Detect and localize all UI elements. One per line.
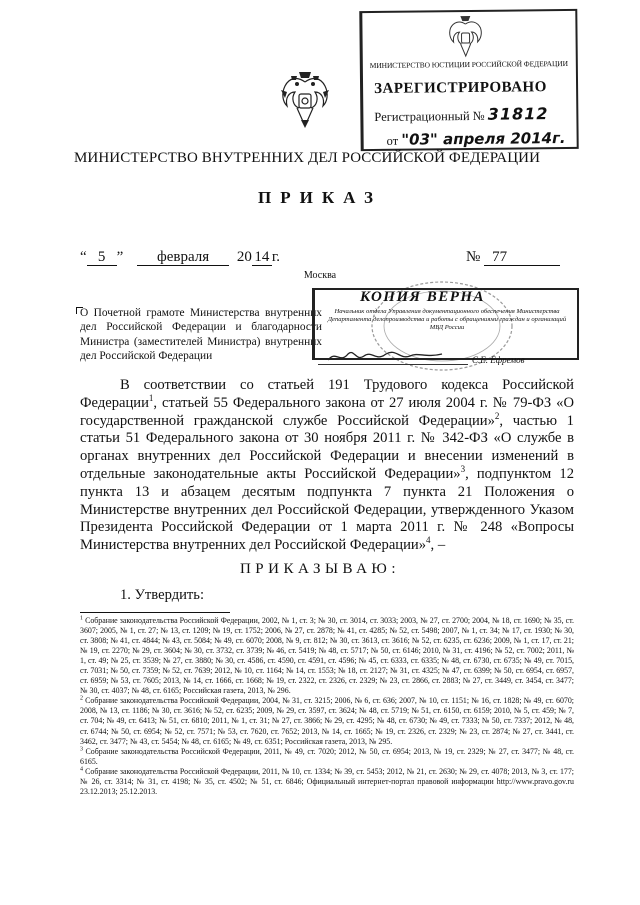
order-day: 5 [87, 250, 117, 266]
order-month: февраля [137, 250, 229, 266]
footnote-ref-2: 2 [494, 410, 500, 421]
footnote: $^3$ Собрание законодательства Российской Федерации, 2011, № 49, ст. 7020; 2012, № 50, ст. 6954; 2013, № 19, ст. 2329; № 27, ст. 3477; № 48, ст. 6165. [80, 745, 574, 766]
footnote: $^4$ Собрание законодательства Российской Федерации, 2011, № 10, ст. 1334; № 39, ст. 5453; 2012, № 21, ст. 2630; № 29, ст. 4078; 2013, № 3, ст. 177; № 26, ст. 3314; № 31, ст. 4198; № 35, ст. 4502; № 51, ст. 6846; Официальный интернет-портал правовой информации http://www.pravo.gov.ru 23.12.2013; 25.12.2013. [80, 766, 574, 796]
order-year-unit: г. [271, 249, 281, 265]
footnote-ref-1: 1 [148, 392, 154, 403]
copy-true-signatory: С.Е. Ефремов [472, 355, 525, 365]
preamble-part-1: В соответствии со статьей 191 Трудового кодекса Российской Федерации [80, 377, 574, 411]
preamble-part-4: , подпунктом 12 пункта 13 и абзацем десятым подпункта 7 пункта 21 Положения о Министерстве внутренних дел Российской Федерации, утвержденного Указом Президента Российской Федерации от 1 марта 2011 г. № 248 «Вопросы Министерства внутренних дел Российской Федерации» [80, 465, 574, 554]
order-number-label: № [466, 249, 481, 265]
preamble-part-5: , – [430, 537, 446, 554]
registration-date-prefix: от [386, 133, 399, 148]
order-number [466, 249, 560, 266]
registration-stamp-ministry: МИНИСТЕРСТВО ЮСТИЦИИ РОССИЙСКОЙ ФЕДЕРАЦИИ [369, 58, 568, 71]
copy-true-stamp [312, 288, 574, 374]
footnote-separator [80, 612, 230, 613]
footnote: $^2$ Собрание законодательства Российской Федерации, 2004, № 31, ст. 3215; 2006, № 6, ст. 636; 2007, № 10, ст. 1151; № 16, ст. 1828; № 49, ст. 6070; 2008, № 13, ст. 1186; № 30, ст. 3616; № 52, ст. 6235; 2009, № 29, ст. 3597, ст. 3624; № 48, ст. 5719; № 51, ст. 6150, ст. 6159; 2010, № 5, ст. 459; № 7, ст. 704; № 49, ст. 6413; № 51, ст. 6810; 2011, № 1, ст. 31; № 27, ст. 3866; № 29, ст. 4295; № 48, ст. 6730; № 49, ст. 7333; № 50, ст. 7337; 2012, № 48, ст. 6744; № 50, ст. 6954; № 52, ст. 7571; № 53, ст. 7620, ст. 7652; 2013, № 14, ст. 1665; № 19, ст. 2326, ст. 2329; № 23, ст. 2874; № 27, ст. 3441, ст. 3462, ст. 3477; № 43, ст. 5454; № 48, ст. 6165; № 49, ст. 6351; Российская газета, 2013, № 295. [80, 695, 574, 746]
copy-true-title: КОПИЯ ВЕРНА [360, 289, 486, 305]
order-number-value: 77 [484, 250, 560, 266]
registration-number-value: 31812 [487, 104, 549, 124]
order-year-prefix: 20 [236, 249, 252, 265]
order-year-suffix: 14 [252, 250, 272, 266]
footnote-ref-4: 4 [426, 535, 431, 546]
order-word: ПРИКАЗЫВАЮ: [239, 561, 401, 577]
russian-coat-of-arms-emblem [277, 68, 333, 130]
order-subject: О Почетной грамоте Министерства внутренних дел Российской Федерации и благодарности Министра (заместителей Министра) внутренних дел Российской Федерации [80, 307, 322, 363]
ministry-name: МИНИСТЕРСТВО ВНУТРЕННИХ ДЕЛ РОССИЙСКОЙ ФЕДЕРАЦИИ [74, 150, 540, 166]
copy-true-text: Начальник отдела Управления документационного обеспечения Министерства Департамента делопроизводства и работы с обращениями граждан и организаций МВД России [327, 308, 567, 331]
signature-line [318, 364, 468, 365]
registration-stamp [359, 9, 578, 151]
order-date: “ 5 ” февраля 20 14 г. [80, 249, 281, 265]
preamble-part-3: , частью 1 статьи 51 Федерального закона от 30 ноября 2011 г. № 342-ФЗ «О службе в органах внутренних дел Российской Федерации и внесении изменений в отдельные законодательные акты Российской Федерации» [80, 412, 574, 482]
registration-stamp-emblem [445, 14, 485, 58]
preamble [80, 377, 574, 555]
footnote-ref-3: 3 [460, 464, 466, 475]
registration-number-label: Регистрационный № [374, 108, 485, 124]
footnote: $^1$ Собрание законодательства Российской Федерации, 2002, № 1, ст. 3; № 30, ст. 3014, ст. 3033; 2003, № 27, ст. 2700; 2004, № 18, ст. 1690; № 35, ст. 3607; 2005, № 1, ст. 27; № 13, ст. 1209; № 19, ст. 1752; 2006, № 27, ст. 2878; № 41, ст. 4285; № 52, ст. 5498; 2007, № 1, ст. 34; № 17, ст. 1930; № 30, ст. 3808; № 41, ст. 4844; № 43, ст. 5084; № 49, ст. 6070; 2008, № 9, ст. 812; № 30, ст. 3613, ст. 3616; № 52, ст. 6235, ст. 6236; 2009, № 1, ст. 17, ст. 21; № 19, ст. 2270; № 29, ст. 3604; № 30, ст. 3732, ст. 3739; № 46, ст. 5419; № 48, ст. 5717; № 50, ст. 6146; 2010, № 31, ст. 4196; № 52, ст. 7002; 2011, № 1, ст. 49; № 25, ст. 3539; № 27, ст. 3880; № 30, ст. 4586, ст. 4590, ст. 4591, ст. 4596; № 45, ст. 6333, ст. 6335; № 48, ст. 6730, ст. 6735; № 49, ст. 7015, ст. 7031; № 50, ст. 7359; № 52, ст. 7639; 2012, № 10, ст. 1164; № 14, ст. 1553; № 18, ст. 2127; № 31, ст. 4325; № 47, ст. 6399; № 50, ст. 6954, ст. 6957, ст. 6959; № 53, ст. 7605; 2013, № 14, ст. 1666, ст. 1668; № 19, ст. 2322, ст. 2326, ст. 2329; № 23, ст. 2866, ст. 2883; № 27, ст. 3449, ст. 3454, ст. 3477; № 30, ст. 4037; № 48, ст. 6165; Российская газета, 2013, № 296. [80, 615, 574, 696]
registration-date-value: "03" апреля 2014г. [401, 128, 566, 149]
city: Москва [303, 270, 337, 281]
registration-stamp-status: ЗАРЕГИСТРИРОВАНО [374, 79, 547, 97]
preamble-part-2: , статьей 55 Федерального закона от 27 июля 2004 г. № 79-ФЗ «О государственной гражданской службе Российской Федерации» [80, 394, 574, 429]
footnotes [80, 616, 574, 797]
document-type: ПРИКАЗ [258, 188, 382, 207]
registration-number [374, 104, 548, 125]
item-1: 1. Утвердить: [120, 587, 205, 603]
registration-date [387, 129, 566, 149]
